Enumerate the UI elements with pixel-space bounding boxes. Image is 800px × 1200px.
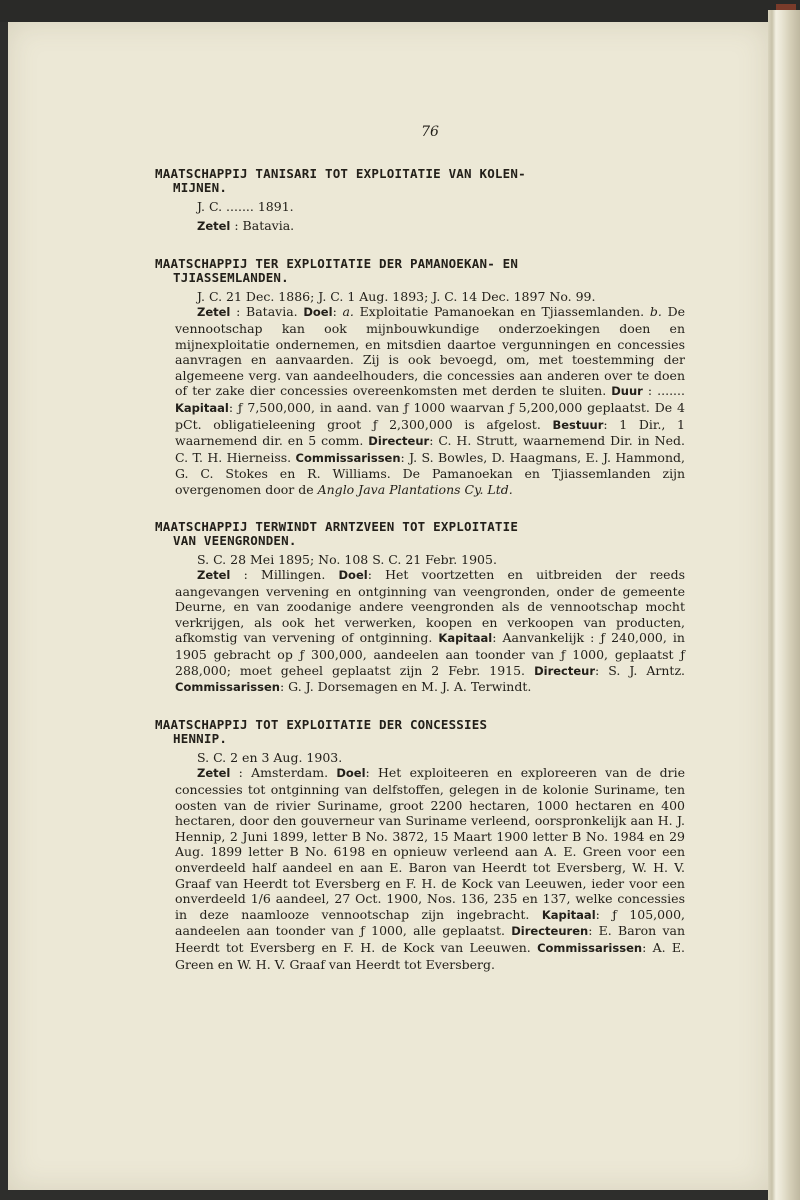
closing-company-name: Anglo Java Plantations Cy. Ltd. — [317, 481, 513, 497]
commissarissen-value: : A. E. Green en W. H. V. Graaf van Heerdt tot Eversberg. — [175, 939, 685, 972]
duur-label: Duur — [611, 384, 643, 399]
entry-title-line: MAATSCHAPPIJ TERWINDT ARNTZVEEN TOT EXPLOITATIE — [155, 518, 519, 534]
entry-title-continuation: TJIASSEMLANDEN. — [173, 269, 289, 285]
commissarissen-value: : G. J. Dorsemagen en M. J. A. Terwindt. — [280, 679, 532, 695]
entry-registration-dates: S. C. 2 en 3 Aug. 1903. — [197, 749, 343, 765]
entry-title-line: MAATSCHAPPIJ TER EXPLOITATIE DER PAMANOEKAN- EN — [155, 255, 519, 271]
kapitaal-label: Kapitaal — [175, 400, 229, 415]
entry-title — [155, 167, 685, 195]
entry-title-line: MAATSCHAPPIJ TANISARI TOT EXPLOITATIE VAN KOLEN- — [155, 165, 526, 181]
entry-title — [155, 520, 685, 548]
commissarissen-label: Commissarissen — [175, 680, 280, 695]
doel-label: Doel — [303, 305, 333, 320]
doel-label: Doel — [336, 766, 366, 781]
zetel-label: Zetel — [197, 568, 231, 583]
entry-title — [155, 257, 685, 285]
entry-title-continuation: HENNIP. — [173, 730, 228, 746]
zetel-label: Zetel — [197, 305, 231, 320]
kapitaal-label: Kapitaal — [541, 907, 596, 922]
entry-registration-dates: J. C. 21 Dec. 1886; J. C. 1 Aug. 1893; J. C. 14 Dec. 1897 No. 99. — [197, 288, 596, 304]
doel-value: : Het exploiteeren en exploreeren van de drie concessies tot ontginning van delfstoffen, gelegen in de kolonie Suriname, ten oosten van de rivier Suriname, groot 2200 hectaren, 1000 hectaren en 400 hectaren, door den gouverneur van Suriname verleend, oorspronkelijk aan H. J. Hennip, 2 Juni 1899, letter B No. 3872, 15 Maart 1900 letter B No. 1984 en 29 Aug. 1899 letter B No. 6198 en opnieuw verleend aan A. E. Green voor een onverdeeld half aandeel en aan E. Baron van Heerdt tot Eversberg, W. H. V. Graaf van Heerdt tot Eversberg en F. H. de Kock van Leeuwen, ieder voor een onverdeeld 1/6 aandeel, 27 Oct. 1900, Nos. 136, 235 en 137, welke concessies in deze naamlooze vennootschap zijn ingebracht. — [175, 765, 685, 922]
bestuur-value: : 1 Dir., 1 waarnemend dir. en 5 comm. — [175, 416, 685, 449]
entry-body — [155, 567, 685, 696]
doel-text-a: Exploitatie Pamanoekan en Tjiassemlanden. — [359, 304, 645, 320]
zetel-value: : Millingen. — [243, 567, 326, 583]
commissarissen-label: Commissarissen — [537, 940, 643, 955]
kapitaal-value: : Aanvankelijk : ƒ 240,000, in 1905 gebracht op ƒ 300,000, aandeelen aan toonder van ƒ 1000, geplaatst ƒ 288,000; moet geheel geplaatst zijn 2 Febr. 1915. — [175, 630, 685, 678]
directeur-label: Directeur — [368, 434, 430, 449]
scan-top-border — [0, 0, 800, 22]
kapitaal-value: : ƒ 7,500,000, in aand. van ƒ 1000 waarvan ƒ 5,200,000 geplaatst. De 4 pCt. obligatieleening groot ƒ 2,300,000 is afgelost. — [175, 399, 685, 432]
kapitaal-label: Kapitaal — [438, 631, 493, 646]
kapitaal-value: : ƒ 105,000, aandeelen aan toonder van ƒ 1000, alle geplaatst. — [175, 906, 685, 939]
doel-label: Doel — [338, 568, 368, 583]
company-entry-terwindt-arntzveen — [155, 520, 685, 696]
zetel-value: : Batavia. — [234, 218, 295, 234]
zetel-label: Zetel — [197, 766, 231, 781]
doel-text-b: De vennootschap kan ook mijnbouwkundige onderzoekingen doen en mijnexploitatie ondernemen, en mitsdien daartoe vergunningen en concessies aanvragen en aanvaarden. Zij is ook bevoegd, om, met toestemming der algemeene verg. van aandeelhouders, die concessies aan anderen over te doen of ter zake dier concessies overeenkomsten met derden te sluiten. — [175, 304, 685, 399]
doel-marker-a: a. — [342, 304, 354, 320]
entry-body: Zetel : Batavia. Doel: a. Exploitatie Pamanoekan en Tjiassemlanden. b. De vennootschap kan ook mijnbouwkundige onderzoekingen doen en mijnexploitatie ondernemen, en mitsdien daartoe vergunningen en concessies aanvragen en aanvaarden. Zij is ook bevoegd, om, met toestemming der algemeene verg. van aandeelhouders, die concessies aan anderen over te doen of ter zake dier concessies overeenkomsten met derden te sluiten. Duur : ....... Kapitaal: ƒ 7,500,000, in aand. van ƒ 1000 waarvan ƒ 5,200,000 geplaatst. De 4 pCt. obligatieleening groot ƒ 2,300,000 is afgelost. Bestuur: 1 Dir., 1 waarnemend dir. en 5 comm. Directeur: C. H. Strutt, waarnemend Dir. in Ned. C. T. H. Hierneiss. Commissarissen: J. S. Bowles, D. Haagmans, E. J. Hammond, G. C. Stokes en R. Williams. De Pamanoekan en Tjiassemlanden zijn overgenomen door de Anglo Java Plantations Cy. Ltd. — [175, 304, 685, 497]
entry-title-line: MAATSCHAPPIJ TOT EXPLOITATIE DER CONCESSIES — [155, 716, 488, 732]
doel-marker-b: b. — [649, 304, 662, 320]
entry-title — [155, 718, 685, 746]
company-entry-pamanoekan — [155, 257, 685, 498]
bestuur-label: Bestuur — [552, 417, 604, 432]
company-entry-tanisari — [155, 167, 685, 235]
commissarissen-label: Commissarissen — [295, 450, 401, 465]
directeur-label: Directeur — [534, 663, 596, 678]
entry-title-continuation: VAN VEENGRONDEN. — [173, 532, 297, 548]
zetel-label: Zetel — [197, 219, 231, 234]
entry-zetel — [155, 218, 685, 235]
entry-registration-dates: J. C. ....... 1891. — [197, 198, 294, 214]
directeuren-value: : E. Baron van Heerdt tot Eversberg en F. H. de Kock van Leeuwen. — [175, 923, 686, 955]
entry-registration-dates: S. C. 28 Mei 1895; No. 108 S. C. 21 Febr. 1905. — [197, 551, 497, 567]
entry-body — [155, 765, 685, 972]
directeur-value: : S. J. Arntz. — [595, 662, 686, 678]
entry-title-continuation: MIJNEN. — [173, 179, 228, 195]
page-content — [155, 125, 685, 994]
company-entry-hennip — [155, 718, 685, 972]
directeur-value: : C. H. Strutt, waarnemend Dir. in Ned. C. T. H. Hierneiss. — [175, 433, 685, 465]
duur-value: : ....... — [647, 383, 685, 399]
doel-value: : Het voortzetten en uitbreiden der reeds aangevangen vervening en ontginning van veengronden, onder de gemeente Deurne, en van zoodanige andere veengronden als de vennootschap mocht verkrijgen, als ook het verwerken, koopen en verkoopen van producten, afkomstig van vervening of ontginning. — [175, 567, 685, 646]
book-page-edges — [768, 10, 800, 1200]
zetel-value: : Amsterdam. — [238, 765, 329, 781]
commissarissen-value: : J. S. Bowles, D. Haagmans, E. J. Hammond, G. C. Stokes en R. Williams. De Pamanoekan en Tjiassemlanden zijn overgenomen door de — [175, 449, 685, 497]
page-number: 76 — [421, 124, 439, 140]
zetel-value: : Batavia. — [236, 304, 298, 320]
directeuren-label: Directeuren — [511, 924, 589, 939]
